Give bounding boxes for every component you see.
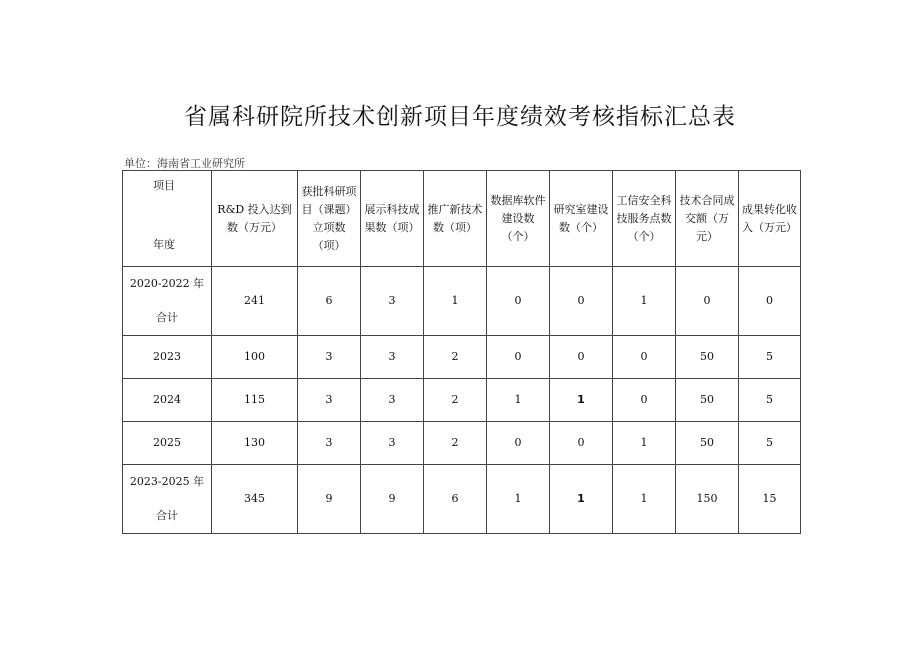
cell: 3 bbox=[298, 422, 361, 465]
cell: 6 bbox=[298, 267, 361, 336]
cell: 1 bbox=[424, 267, 487, 336]
col-header-income: 成果转化收入（万元） bbox=[739, 171, 801, 267]
cell: 2 bbox=[424, 422, 487, 465]
row-label: 2023 bbox=[123, 336, 212, 379]
col-header-database: 数据库软件建设数（个） bbox=[487, 171, 550, 267]
cell: 3 bbox=[298, 379, 361, 422]
cell: 9 bbox=[298, 465, 361, 534]
table-row bbox=[123, 422, 801, 465]
cell: 241 bbox=[212, 267, 298, 336]
cell: 50 bbox=[676, 379, 739, 422]
table-row bbox=[123, 267, 801, 336]
cell: 0 bbox=[487, 422, 550, 465]
cell: 0 bbox=[550, 336, 613, 379]
cell: 6 bbox=[424, 465, 487, 534]
row-label: 2020-2022 年 合计 bbox=[123, 267, 212, 336]
cell: 0 bbox=[487, 336, 550, 379]
cell: 3 bbox=[361, 422, 424, 465]
col-header-achievements: 展示科技成果数（项） bbox=[361, 171, 424, 267]
row-label: 2024 bbox=[123, 379, 212, 422]
cell: 0 bbox=[487, 267, 550, 336]
table-row bbox=[123, 379, 801, 422]
cell: 15 bbox=[739, 465, 801, 534]
cell: 0 bbox=[613, 336, 676, 379]
cell: 100 bbox=[212, 336, 298, 379]
cell: 150 bbox=[676, 465, 739, 534]
table-row bbox=[123, 465, 801, 534]
cell: 9 bbox=[361, 465, 424, 534]
cell: 345 bbox=[212, 465, 298, 534]
cell: 115 bbox=[212, 379, 298, 422]
cell: 0 bbox=[676, 267, 739, 336]
cell: 2 bbox=[424, 336, 487, 379]
cell: 3 bbox=[361, 336, 424, 379]
col-header-rd: R&D 投入达到数（万元） bbox=[212, 171, 298, 267]
cell: 2 bbox=[424, 379, 487, 422]
cell: 50 bbox=[676, 422, 739, 465]
cell: 5 bbox=[739, 379, 801, 422]
cell: 5 bbox=[739, 422, 801, 465]
col-header-new-tech: 推广新技术数（项） bbox=[424, 171, 487, 267]
cell: 0 bbox=[550, 267, 613, 336]
cell: 3 bbox=[298, 336, 361, 379]
cell: 1 bbox=[550, 465, 613, 534]
page-title: 省属科研院所技术创新项目年度绩效考核指标汇总表 bbox=[184, 104, 736, 130]
corner-cell bbox=[123, 171, 212, 267]
cell: 130 bbox=[212, 422, 298, 465]
unit-label: 单位：海南省工业研究所 bbox=[124, 157, 245, 170]
kpi-table bbox=[122, 170, 801, 534]
row-label: 2023-2025 年 合计 bbox=[123, 465, 212, 534]
col-header-lab: 研究室建设数（个） bbox=[550, 171, 613, 267]
corner-bottom-label: 年度 bbox=[153, 238, 175, 251]
cell: 3 bbox=[361, 379, 424, 422]
cell: 1 bbox=[613, 267, 676, 336]
cell: 1 bbox=[487, 379, 550, 422]
cell: 1 bbox=[487, 465, 550, 534]
cell: 1 bbox=[550, 379, 613, 422]
corner-top-label: 项目 bbox=[153, 179, 175, 192]
row-label: 2025 bbox=[123, 422, 212, 465]
cell: 3 bbox=[361, 267, 424, 336]
cell: 0 bbox=[550, 422, 613, 465]
cell: 50 bbox=[676, 336, 739, 379]
cell: 5 bbox=[739, 336, 801, 379]
header-row bbox=[123, 171, 801, 267]
cell: 0 bbox=[739, 267, 801, 336]
col-header-contract: 技术合同成交额（万元） bbox=[676, 171, 739, 267]
cell: 0 bbox=[613, 379, 676, 422]
col-header-projects: 获批科研项目（课题）立项数（项） bbox=[298, 171, 361, 267]
cell: 1 bbox=[613, 465, 676, 534]
cell: 1 bbox=[613, 422, 676, 465]
col-header-security-points: 工信安全科技服务点数（个） bbox=[613, 171, 676, 267]
table-row bbox=[123, 336, 801, 379]
